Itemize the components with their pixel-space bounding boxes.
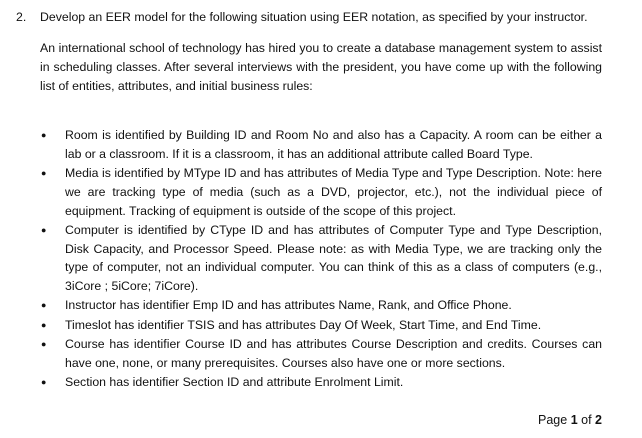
- list-item: [40, 221, 602, 296]
- page-number-footer: [538, 411, 602, 429]
- footer-of-word: of: [581, 413, 592, 427]
- footer-current-page: 1: [570, 413, 578, 427]
- question-number: 2.: [16, 10, 27, 24]
- list-item: [40, 164, 602, 220]
- list-item: [40, 296, 602, 315]
- list-item-text: Course has identifier Course ID and has attributes Course Description and credits. Courses can have one, none, or many prerequisites. Courses also have one or more sections.: [65, 336, 602, 370]
- list-item: [40, 126, 602, 164]
- bullet-icon: ●: [41, 319, 47, 330]
- bullet-icon: ●: [41, 224, 47, 235]
- list-item-text: Section has identifier Section ID and attribute Enrolment Limit.: [65, 374, 404, 389]
- question-heading: [16, 8, 626, 27]
- bullet-icon: ●: [41, 338, 47, 349]
- bullet-icon: ●: [41, 167, 47, 178]
- list-item-text: Room is identified by Building ID and Room No and also has a Capacity. A room can be either a lab or a classroom. If it is a classroom, it has an additional attribute called Board Type.: [65, 128, 602, 161]
- list-item: [40, 316, 602, 335]
- footer-total-pages: 2: [595, 413, 602, 427]
- question-prompt: Develop an EER model for the following situation using EER notation, as specified by your instructor.: [40, 10, 588, 24]
- list-item-text: Computer is identified by CType ID and has attributes of Computer Type and Type Description, Disk Capacity, and Processor Speed. Please note: as with Media Type, we are tracking only the type of computer, not an individual computer. You can think of this as a class of computers (e.g., 3iCore ; 5iCore; 7iCore).: [65, 222, 602, 294]
- bullet-icon: ●: [41, 130, 47, 140]
- list-item-text: Timeslot has identifier TSIS and has attributes Day Of Week, Start Time, and End Time.: [65, 317, 542, 332]
- list-item-text: Media is identified by MType ID and has attributes of Media Type and Type Description. Note: here we are tracking type of media (such as a DVD, projector, etc.), not the individual piece of equipment. Tracking of equipment is outside of the scope of this project.: [65, 165, 602, 218]
- list-item: [40, 373, 602, 392]
- list-item: [40, 335, 602, 373]
- business-rules-list: [40, 126, 602, 392]
- footer-page-word: Page: [538, 413, 568, 427]
- bullet-icon: ●: [41, 376, 47, 387]
- list-item-text: Instructor has identifier Emp ID and has attributes Name, Rank, and Office Phone.: [65, 298, 512, 313]
- bullet-icon: ●: [41, 300, 47, 311]
- intro-paragraph: An international school of technology has hired you to create a database management system to assist in scheduling classes. After several interviews with the president, you have come up with the following list of entities, attributes, and initial business rules:: [40, 41, 602, 93]
